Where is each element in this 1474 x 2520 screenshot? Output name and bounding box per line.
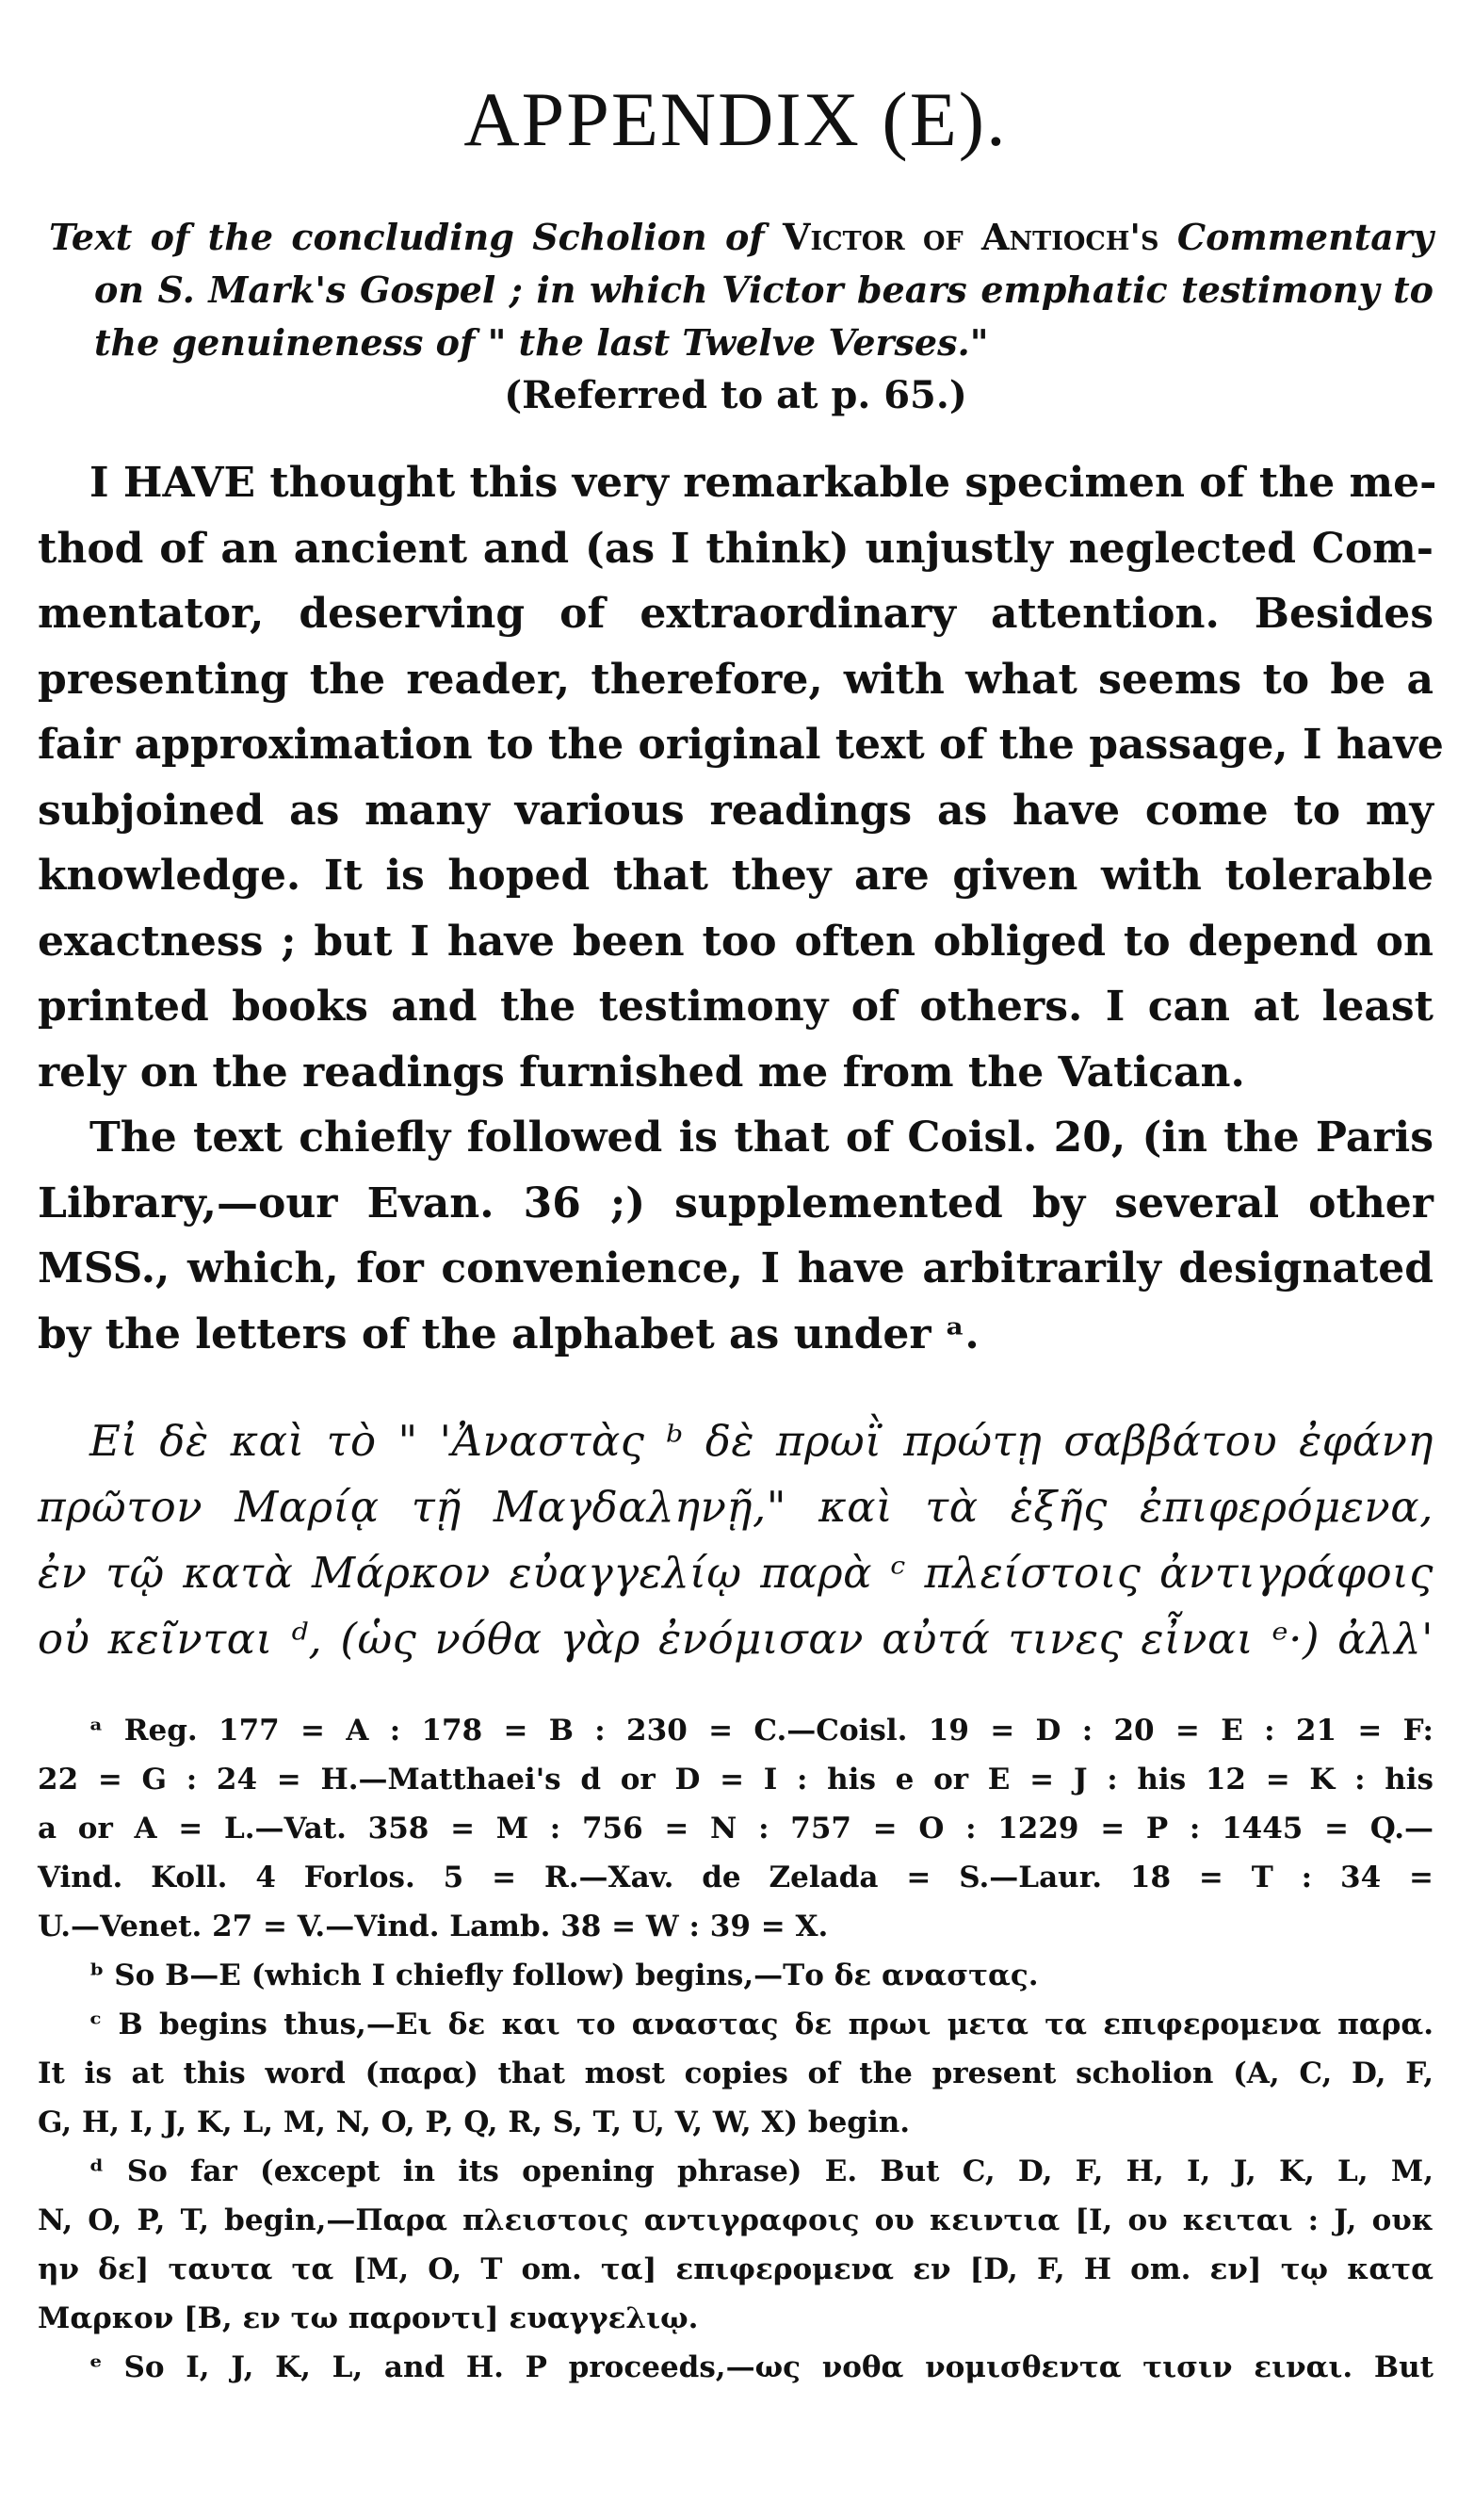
footnote-line: U.—Venet. 27 = V.—Vind. Lamb. 38 = W : 39 = X. — [38, 1910, 829, 1943]
paragraph-line: I HAVE thought this very remarkable specimen of the me- — [89, 459, 1437, 507]
footnote-line: ᵉ So I, J, K, L, and H. P proceeds,—ως νοθα νομισθεντα τισιν ειναι. But — [89, 2350, 1434, 2384]
page-title: APPENDIX (E). — [463, 76, 1008, 162]
subtitle-line-1-a: Text of the concluding Scholion of — [49, 216, 765, 258]
greek-line: Εἰ δὲ καὶ τὸ " 'Ἀναστὰς ᵇ δὲ πρωῒ πρώτῃ σαββάτου ἐφάνη — [89, 1416, 1434, 1466]
greek-line: πρῶτον Μαρίᾳ τῇ Μαγδαληνῇ," καὶ τὰ ἑξῆς ἐπιφερόμενα, — [38, 1482, 1434, 1532]
footnote-line: 22 = G : 24 = H.—Matthaei's d or D = I : his e or E = J : his 12 = K : his — [38, 1763, 1434, 1797]
paragraph-line: fair approximation to the original text of the passage, I have — [38, 721, 1444, 769]
paragraph-line: rely on the readings furnished me from the Vatican. — [38, 1048, 1245, 1097]
footnote-line: ᵃ Reg. 177 = A : 178 = B : 230 = C.—Coisl. 19 = D : 20 = E : 21 = F: — [89, 1714, 1434, 1748]
footnote-line: a or A = L.—Vat. 358 = M : 756 = N : 757 = O : 1229 = P : 1445 = Q.— — [38, 1812, 1434, 1845]
footnote-line: ᵇ So B—E (which I chiefly follow) begins,—Το δε αναστας. — [89, 1959, 1039, 1992]
subtitle-line-1-c: Commentary — [1176, 216, 1434, 258]
subtitle-line-3: the genuineness of " the last Twelve Verses." — [94, 321, 989, 364]
footnote-line: G, H, I, J, K, L, M, N, O, P, Q, R, S, T, U, V, W, X) begin. — [38, 2105, 911, 2139]
paragraph-line: mentator, deserving of extraordinary attention. Besides — [38, 590, 1434, 638]
body-text — [38, 450, 1444, 1367]
paragraph-line: MSS., which, for convenience, I have arbitrarily designated — [38, 1244, 1434, 1293]
paragraph-line: by the letters of the alphabet as under ᵃ. — [38, 1309, 980, 1358]
footnote-c — [38, 2000, 1434, 2147]
footnote-e — [38, 2343, 1434, 2392]
footnote-b — [38, 1951, 1434, 2000]
footnotes — [38, 1706, 1434, 2392]
footnote-line: ην δε] ταυτα τα [M, O, T om. τα] επιφερομενα εν [D, F, H om. εν] τῳ κατα — [38, 2252, 1434, 2286]
footnote-d — [38, 2147, 1434, 2343]
footnote-line: ᶜ B begins thus,—Ει δε και το αναστας δε πρωι μετα τα επιφερομενα παρα. — [89, 2008, 1434, 2041]
paragraph-line: exactness ; but I have been too often obliged to depend on — [38, 917, 1434, 966]
paragraph-line: thod of an ancient and (as I think) unjustly neglected Com- — [38, 524, 1434, 573]
paragraph-line: The text chiefly followed is that of Coisl. 20, (in the Paris — [89, 1114, 1434, 1162]
greek-line: ἐν τῷ κατὰ Μάρκον εὐαγγελίῳ παρὰ ᶜ πλείστοις ἀντιγράφοις — [38, 1548, 1434, 1598]
subtitle-line-2: on S. Mark's Gospel ; in which Victor bears emphatic testimony to — [94, 268, 1434, 311]
paragraph-line: presenting the reader, therefore, with what seems to be a — [38, 655, 1434, 704]
subtitle — [38, 211, 1434, 369]
greek-line: οὐ κεῖνται ᵈ, (ὡς νόθα γὰρ ἐνόμισαν αὐτά τινες εἶναι ᵉ·) ἀλλ' — [38, 1614, 1434, 1664]
footnote-line: N, O, P, T, begin,—Παρα πλειστοις αντιγραφοις ου κειντια [I, ου κειται : J, ουκ — [38, 2203, 1434, 2237]
footnote-line: Vind. Koll. 4 Forlos. 5 = R.—Xav. de Zelada = S.—Laur. 18 = T : 34 = — [38, 1861, 1434, 1894]
footnote-line: It is at this word (παρα) that most copies of the present scholion (A, C, D, F, — [38, 2057, 1434, 2090]
paragraph-line: Library,—our Evan. 36 ;) supplemented by several other — [38, 1179, 1434, 1227]
paragraph-line: subjoined as many various readings as have come to my — [38, 786, 1434, 835]
paragraph-1 — [38, 450, 1444, 1105]
paragraph-2 — [38, 1105, 1434, 1367]
subtitle-line-1 — [38, 211, 1434, 264]
paragraph-line: knowledge. It is hoped that they are given with tolerable — [38, 852, 1434, 900]
footnote-a — [38, 1706, 1434, 1951]
subtitle-line-1-b: Victor of Antioch's — [783, 216, 1159, 258]
footnote-line: ᵈ So far (except in its opening phrase) E. But C, D, F, H, I, J, K, L, M, — [89, 2154, 1434, 2188]
footnote-line: Μαρκον [B, εν τω παροντι] ευαγγελιῳ. — [38, 2301, 699, 2335]
referred-note: (Referred to at p. 65.) — [504, 373, 967, 417]
greek-scholion-text — [38, 1408, 1434, 1672]
paragraph-line: printed books and the testimony of others. I can at least — [38, 983, 1434, 1031]
